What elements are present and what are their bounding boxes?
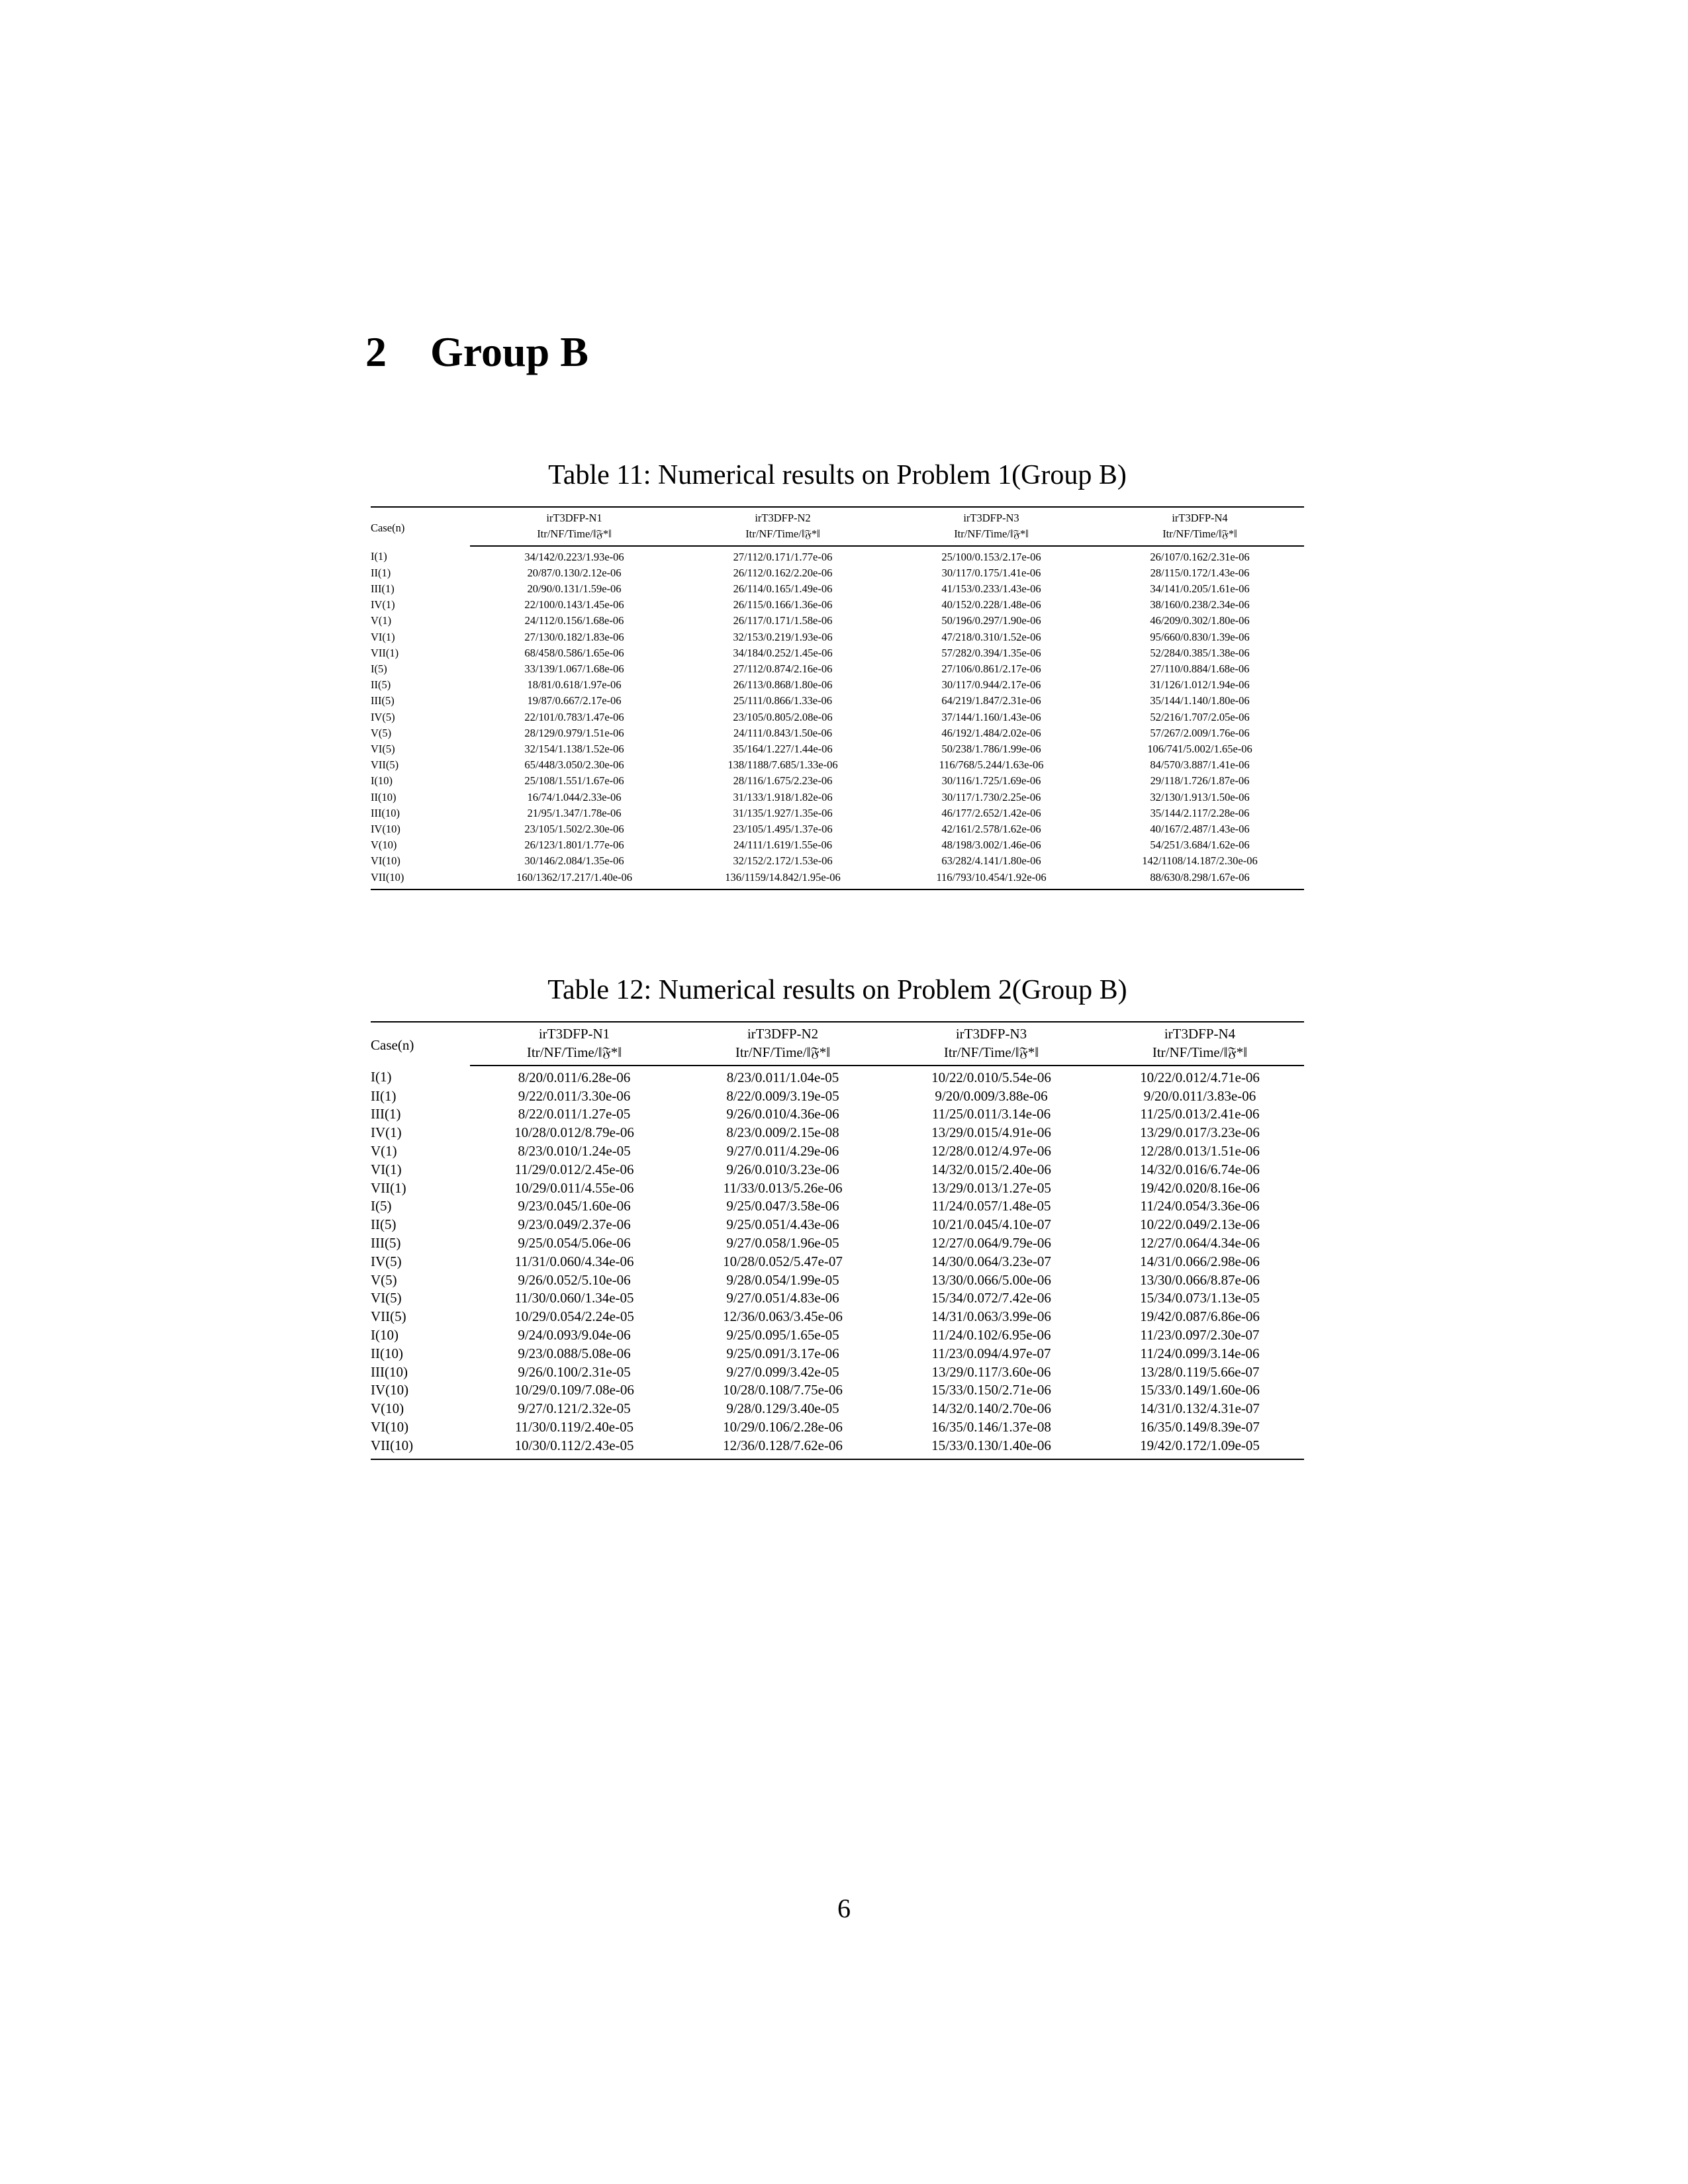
result-cell: 35/164/1.227/1.44e-06 — [733, 743, 833, 756]
result-cell: 13/30/0.066/8.87e-06 — [1140, 1271, 1260, 1288]
result-cell: 34/142/0.223/1.93e-06 — [524, 550, 624, 563]
table-row — [371, 1124, 1304, 1142]
result-cell: 9/28/0.054/1.99e-05 — [726, 1271, 839, 1288]
table-row — [371, 1271, 1304, 1290]
table-row — [371, 709, 1304, 725]
table-row — [371, 805, 1304, 821]
case-cell: IV(1) — [371, 598, 395, 612]
case-cell: VII(10) — [371, 1437, 470, 1459]
result-cell: 48/198/3.002/1.46e-06 — [941, 839, 1041, 852]
result-cell: 10/30/0.112/2.43e-05 — [470, 1437, 679, 1459]
table-row — [371, 1253, 1304, 1271]
result-cell: 15/33/0.130/1.40e-06 — [887, 1437, 1096, 1459]
result-cell: 11/30/0.060/1.34e-05 — [514, 1290, 634, 1306]
result-cell: 9/25/0.095/1.65e-05 — [726, 1326, 839, 1343]
case-cell: I(5) — [371, 1198, 392, 1214]
case-cell: VII(5) — [371, 758, 399, 772]
result-cell: 23/105/1.502/2.30e-06 — [524, 823, 624, 836]
case-cell: I(10) — [371, 1326, 399, 1343]
case-cell: VII(1) — [371, 646, 399, 659]
table-row — [371, 1234, 1304, 1253]
case-cell: IV(1) — [371, 1124, 402, 1141]
result-cell: 9/24/0.093/9.04e-06 — [518, 1326, 631, 1343]
result-cell: 9/25/0.054/5.06e-06 — [518, 1234, 631, 1251]
result-cell: 14/30/0.064/3.23e-07 — [931, 1253, 1051, 1269]
result-cell: 14/32/0.140/2.70e-06 — [931, 1400, 1051, 1417]
case-header: Case(n) — [371, 1022, 470, 1066]
result-cell: 9/23/0.045/1.60e-06 — [518, 1198, 631, 1214]
case-cell: III(5) — [371, 1234, 401, 1251]
result-cell: 13/29/0.117/3.60e-06 — [931, 1363, 1051, 1380]
table-row — [371, 837, 1304, 853]
result-cell: 30/117/1.730/2.25e-06 — [941, 790, 1041, 803]
case-cell: VII(1) — [371, 1179, 406, 1196]
method-header: irT3DFP-N1 — [470, 507, 679, 526]
result-cell: 34/141/0.205/1.61e-06 — [1150, 582, 1250, 595]
result-cell: 9/26/0.100/2.31e-05 — [518, 1363, 631, 1380]
table-row — [371, 1197, 1304, 1216]
result-cell: 24/112/0.156/1.68e-06 — [524, 614, 624, 627]
result-cell: 57/282/0.394/1.35e-06 — [941, 646, 1041, 659]
result-cell: 30/117/0.175/1.41e-06 — [941, 566, 1041, 579]
metric-subheader: Itr/NF/Time/‖𝔉*‖ — [679, 526, 887, 545]
result-cell: 41/153/0.233/1.43e-06 — [941, 582, 1041, 595]
result-cell: 57/267/2.009/1.76e-06 — [1150, 726, 1250, 739]
table-row — [371, 597, 1304, 613]
result-cell: 9/25/0.051/4.43e-06 — [726, 1216, 839, 1233]
result-cell: 136/1159/14.842/1.95e-06 — [679, 870, 887, 889]
result-cell: 12/27/0.064/4.34e-06 — [1140, 1234, 1260, 1251]
case-cell: VII(10) — [371, 870, 470, 889]
result-cell: 16/35/0.149/8.39e-07 — [1140, 1418, 1260, 1435]
result-cell: 8/20/0.011/6.28e-06 — [518, 1069, 631, 1085]
result-cell: 95/660/0.830/1.39e-06 — [1150, 630, 1250, 643]
case-cell: II(5) — [371, 1216, 397, 1233]
table-caption: Table 12: Numerical results on Problem 2(Group B) — [547, 975, 1127, 1005]
result-cell: 40/152/0.228/1.48e-06 — [941, 598, 1041, 612]
result-cell: 32/154/1.138/1.52e-06 — [524, 743, 624, 756]
section-heading — [365, 328, 588, 375]
table-row — [371, 757, 1304, 773]
result-cell: 12/36/0.063/3.45e-06 — [723, 1308, 843, 1325]
result-cell: 18/81/0.618/1.97e-06 — [527, 678, 622, 692]
case-cell: III(10) — [371, 806, 400, 819]
result-cell: 84/570/3.887/1.41e-06 — [1150, 758, 1250, 772]
result-cell: 11/24/0.057/1.48e-05 — [931, 1198, 1051, 1214]
result-cell: 9/22/0.011/3.30e-06 — [518, 1087, 631, 1104]
result-cell: 19/87/0.667/2.17e-06 — [527, 694, 622, 707]
case-cell: V(10) — [371, 1400, 404, 1417]
result-cell: 35/144/2.117/2.28e-06 — [1150, 806, 1250, 819]
case-cell: VI(1) — [371, 630, 395, 643]
result-cell: 64/219/1.847/2.31e-06 — [941, 694, 1041, 707]
result-cell: 11/29/0.012/2.45e-06 — [514, 1161, 634, 1177]
result-cell: 30/146/2.084/1.35e-06 — [524, 854, 624, 868]
case-cell: VI(5) — [371, 743, 395, 756]
result-cell: 10/29/0.011/4.55e-06 — [514, 1179, 634, 1196]
table-row — [371, 1142, 1304, 1161]
table-12 — [371, 975, 1304, 1460]
result-cell: 11/23/0.094/4.97e-07 — [931, 1345, 1051, 1361]
result-cell: 27/106/0.861/2.17e-06 — [941, 662, 1041, 676]
method-header: irT3DFP-N4 — [1096, 507, 1304, 526]
table-caption: Table 11: Numerical results on Problem 1(Group B) — [548, 460, 1127, 490]
result-cell: 31/135/1.927/1.35e-06 — [733, 806, 833, 819]
result-cell: 21/95/1.347/1.78e-06 — [527, 806, 622, 819]
results-table — [371, 1021, 1304, 1459]
result-cell: 10/22/0.010/5.54e-06 — [931, 1069, 1051, 1085]
result-cell: 28/115/0.172/1.43e-06 — [1150, 566, 1250, 579]
result-cell: 31/133/1.918/1.82e-06 — [733, 790, 833, 803]
result-cell: 116/793/10.454/1.92e-06 — [887, 870, 1096, 889]
result-cell: 9/26/0.010/3.23e-06 — [726, 1161, 839, 1177]
method-header: irT3DFP-N1 — [470, 1022, 679, 1044]
table-row — [371, 1105, 1304, 1124]
result-cell: 12/28/0.013/1.51e-06 — [1140, 1142, 1260, 1159]
table-row — [371, 1087, 1304, 1106]
result-cell: 16/35/0.146/1.37e-08 — [931, 1418, 1051, 1435]
metric-subheader: Itr/NF/Time/‖𝔉*‖ — [470, 1044, 679, 1066]
result-cell: 9/27/0.051/4.83e-06 — [726, 1290, 839, 1306]
result-cell: 10/28/0.012/8.79e-06 — [514, 1124, 634, 1141]
table-row — [371, 870, 1304, 889]
result-cell: 25/111/0.866/1.33e-06 — [733, 694, 833, 707]
result-cell: 11/25/0.013/2.41e-06 — [1140, 1106, 1260, 1122]
result-cell: 52/216/1.707/2.05e-06 — [1150, 710, 1250, 723]
result-cell: 19/42/0.087/6.86e-06 — [1140, 1308, 1260, 1325]
table-row — [371, 1363, 1304, 1382]
table-row — [371, 1179, 1304, 1198]
case-cell: VI(10) — [371, 1418, 409, 1435]
table-row — [371, 741, 1304, 757]
metric-subheader: Itr/NF/Time/‖𝔉*‖ — [887, 1044, 1096, 1066]
result-cell: 9/20/0.009/3.88e-06 — [935, 1087, 1048, 1104]
result-cell: 30/116/1.725/1.69e-06 — [941, 774, 1041, 788]
case-cell: I(5) — [371, 662, 387, 676]
result-cell: 8/23/0.010/1.24e-05 — [518, 1142, 631, 1159]
metric-subheader: Itr/NF/Time/‖𝔉*‖ — [470, 526, 679, 545]
case-cell: I(10) — [371, 774, 393, 788]
result-cell: 14/32/0.016/6.74e-06 — [1140, 1161, 1260, 1177]
result-cell: 28/116/1.675/2.23e-06 — [733, 774, 833, 788]
metric-subheader: Itr/NF/Time/‖𝔉*‖ — [679, 1044, 887, 1066]
case-cell: II(10) — [371, 1345, 403, 1361]
result-cell: 27/112/0.171/1.77e-06 — [733, 550, 833, 563]
table-row — [371, 1345, 1304, 1363]
result-cell: 46/209/0.302/1.80e-06 — [1150, 614, 1250, 627]
result-cell: 142/1108/14.187/2.30e-06 — [1142, 854, 1258, 868]
case-cell: II(1) — [371, 566, 391, 579]
result-cell: 9/25/0.091/3.17e-06 — [726, 1345, 839, 1361]
table-row — [371, 1418, 1304, 1437]
result-cell: 11/25/0.011/3.14e-06 — [931, 1106, 1051, 1122]
result-cell: 54/251/3.684/1.62e-06 — [1150, 839, 1250, 852]
method-header: irT3DFP-N2 — [679, 1022, 887, 1044]
result-cell: 32/153/0.219/1.93e-06 — [733, 630, 833, 643]
result-cell: 26/112/0.162/2.20e-06 — [733, 566, 833, 579]
case-cell: VII(5) — [371, 1308, 406, 1325]
table-row — [371, 1400, 1304, 1418]
case-cell: III(5) — [371, 694, 395, 707]
result-cell: 10/29/0.054/2.24e-05 — [514, 1308, 634, 1325]
result-cell: 8/23/0.009/2.15e-08 — [726, 1124, 839, 1141]
table-row — [371, 1326, 1304, 1345]
result-cell: 11/31/0.060/4.34e-06 — [514, 1253, 634, 1269]
result-cell: 9/20/0.011/3.83e-06 — [1143, 1087, 1256, 1104]
result-cell: 8/22/0.009/3.19e-05 — [726, 1087, 839, 1104]
result-cell: 26/107/0.162/2.31e-06 — [1150, 550, 1250, 563]
result-cell: 9/23/0.049/2.37e-06 — [518, 1216, 631, 1233]
result-cell: 23/105/0.805/2.08e-06 — [733, 710, 833, 723]
case-cell: III(1) — [371, 1106, 401, 1122]
result-cell: 13/29/0.015/4.91e-06 — [931, 1124, 1051, 1141]
result-cell: 22/100/0.143/1.45e-06 — [524, 598, 624, 612]
result-cell: 14/32/0.015/2.40e-06 — [931, 1161, 1051, 1177]
result-cell: 9/25/0.047/3.58e-06 — [726, 1198, 839, 1214]
result-cell: 10/22/0.049/2.13e-06 — [1140, 1216, 1260, 1233]
table-row — [371, 1308, 1304, 1326]
result-cell: 11/30/0.119/2.40e-05 — [514, 1418, 634, 1435]
case-cell: VI(5) — [371, 1290, 402, 1306]
result-cell: 13/29/0.017/3.23e-06 — [1140, 1124, 1260, 1141]
page-number: 6 — [837, 1893, 851, 1923]
result-cell: 160/1362/17.217/1.40e-06 — [470, 870, 679, 889]
result-cell: 15/33/0.149/1.60e-06 — [1140, 1382, 1260, 1398]
result-cell: 138/1188/7.685/1.33e-06 — [727, 758, 838, 772]
result-cell: 50/238/1.786/1.99e-06 — [941, 743, 1041, 756]
result-cell: 9/27/0.058/1.96e-05 — [726, 1234, 839, 1251]
result-cell: 34/184/0.252/1.45e-06 — [733, 646, 833, 659]
table-row — [371, 693, 1304, 709]
case-cell: V(10) — [371, 839, 397, 852]
table-row — [371, 629, 1304, 645]
case-cell: I(1) — [371, 1069, 392, 1085]
result-cell: 9/23/0.088/5.08e-06 — [518, 1345, 631, 1361]
result-cell: 11/23/0.097/2.30e-07 — [1140, 1326, 1260, 1343]
result-cell: 50/196/0.297/1.90e-06 — [941, 614, 1041, 627]
result-cell: 15/34/0.073/1.13e-05 — [1140, 1290, 1260, 1306]
case-header: Case(n) — [371, 507, 470, 545]
result-cell: 88/630/8.298/1.67e-06 — [1096, 870, 1304, 889]
result-cell: 15/33/0.150/2.71e-06 — [931, 1382, 1051, 1398]
result-cell: 25/100/0.153/2.17e-06 — [941, 550, 1041, 563]
result-cell: 14/31/0.063/3.99e-06 — [931, 1308, 1051, 1325]
result-cell: 26/115/0.166/1.36e-06 — [733, 598, 833, 612]
section-number: 2 — [365, 328, 387, 375]
metric-subheader: Itr/NF/Time/‖𝔉*‖ — [1096, 526, 1304, 545]
case-cell: V(1) — [371, 1142, 397, 1159]
result-cell: 9/27/0.099/3.42e-05 — [726, 1363, 839, 1380]
result-cell: 37/144/1.160/1.43e-06 — [941, 710, 1041, 723]
case-cell: I(1) — [371, 550, 387, 563]
method-header: irT3DFP-N2 — [679, 507, 887, 526]
result-cell: 12/27/0.064/9.79e-06 — [931, 1234, 1051, 1251]
result-cell: 28/129/0.979/1.51e-06 — [524, 726, 624, 739]
result-cell: 15/34/0.072/7.42e-06 — [931, 1290, 1051, 1306]
result-cell: 10/22/0.012/4.71e-06 — [1140, 1069, 1260, 1085]
table-row — [371, 853, 1304, 869]
result-cell: 10/21/0.045/4.10e-07 — [931, 1216, 1051, 1233]
table-row — [371, 1161, 1304, 1179]
table-row — [371, 1381, 1304, 1400]
method-header: irT3DFP-N3 — [887, 1022, 1096, 1044]
result-cell: 35/144/1.140/1.80e-06 — [1150, 694, 1250, 707]
table-row — [371, 546, 1304, 565]
result-cell: 13/28/0.119/5.66e-07 — [1140, 1363, 1260, 1380]
result-cell: 22/101/0.783/1.47e-06 — [524, 710, 624, 723]
case-cell: V(5) — [371, 1271, 397, 1288]
case-cell: II(1) — [371, 1087, 397, 1104]
result-cell: 10/29/0.106/2.28e-06 — [723, 1418, 843, 1435]
case-cell: V(5) — [371, 726, 392, 739]
metric-subheader: Itr/NF/Time/‖𝔉*‖ — [887, 526, 1096, 545]
result-cell: 19/42/0.172/1.09e-05 — [1096, 1437, 1304, 1459]
result-cell: 14/31/0.066/2.98e-06 — [1140, 1253, 1260, 1269]
result-cell: 26/114/0.165/1.49e-06 — [733, 582, 833, 595]
case-cell: IV(10) — [371, 1382, 409, 1398]
result-cell: 42/161/2.578/1.62e-06 — [941, 823, 1041, 836]
result-cell: 30/117/0.944/2.17e-06 — [941, 678, 1041, 692]
case-cell: VI(10) — [371, 854, 400, 868]
result-cell: 46/177/2.652/1.42e-06 — [941, 806, 1041, 819]
table-row — [371, 565, 1304, 581]
table-row — [371, 773, 1304, 789]
result-cell: 9/27/0.121/2.32e-05 — [518, 1400, 631, 1417]
result-cell: 40/167/2.487/1.43e-06 — [1150, 823, 1250, 836]
table-11 — [371, 460, 1304, 890]
result-cell: 13/29/0.013/1.27e-05 — [931, 1179, 1051, 1196]
table-row — [371, 1216, 1304, 1234]
result-cell: 24/111/0.843/1.50e-06 — [733, 726, 833, 739]
table-row — [371, 613, 1304, 629]
result-cell: 16/74/1.044/2.33e-06 — [527, 790, 622, 803]
section-title: Group B — [430, 328, 588, 375]
case-cell: II(5) — [371, 678, 391, 692]
result-cell: 27/112/0.874/2.16e-06 — [733, 662, 833, 676]
result-cell: 11/24/0.054/3.36e-06 — [1140, 1198, 1260, 1214]
result-cell: 32/130/1.913/1.50e-06 — [1150, 790, 1250, 803]
case-cell: III(10) — [371, 1363, 408, 1380]
result-cell: 26/123/1.801/1.77e-06 — [524, 839, 624, 852]
result-cell: 20/87/0.130/2.12e-06 — [527, 566, 622, 579]
case-cell: II(10) — [371, 790, 397, 803]
result-cell: 26/113/0.868/1.80e-06 — [733, 678, 833, 692]
result-cell: 12/36/0.128/7.62e-06 — [679, 1437, 887, 1459]
table-row — [371, 581, 1304, 597]
result-cell: 9/26/0.052/5.10e-06 — [518, 1271, 631, 1288]
result-cell: 25/108/1.551/1.67e-06 — [524, 774, 624, 788]
result-cell: 23/105/1.495/1.37e-06 — [733, 823, 833, 836]
result-cell: 46/192/1.484/2.02e-06 — [941, 726, 1041, 739]
table-row — [371, 725, 1304, 741]
result-cell: 9/27/0.011/4.29e-06 — [726, 1142, 839, 1159]
result-cell: 68/458/0.586/1.65e-06 — [524, 646, 624, 659]
result-cell: 10/28/0.108/7.75e-06 — [723, 1382, 843, 1398]
result-cell: 10/28/0.052/5.47e-07 — [723, 1253, 843, 1269]
result-cell: 29/118/1.726/1.87e-06 — [1150, 774, 1250, 788]
case-cell: V(1) — [371, 614, 392, 627]
result-cell: 11/24/0.102/6.95e-06 — [931, 1326, 1051, 1343]
table-row — [371, 1437, 1304, 1459]
result-cell: 24/111/1.619/1.55e-06 — [733, 839, 833, 852]
result-cell: 10/29/0.109/7.08e-06 — [514, 1382, 634, 1398]
result-cell: 65/448/3.050/2.30e-06 — [524, 758, 624, 772]
result-cell: 14/31/0.132/4.31e-07 — [1140, 1400, 1260, 1417]
result-cell: 12/28/0.012/4.97e-06 — [931, 1142, 1051, 1159]
case-cell: IV(5) — [371, 1253, 402, 1269]
case-cell: IV(5) — [371, 710, 395, 723]
results-table — [371, 506, 1304, 890]
table-row — [371, 821, 1304, 837]
result-cell: 11/24/0.099/3.14e-06 — [1140, 1345, 1260, 1361]
case-cell: III(1) — [371, 582, 395, 595]
table-body — [371, 546, 1304, 889]
table-row — [371, 677, 1304, 693]
result-cell: 38/160/0.238/2.34e-06 — [1150, 598, 1250, 612]
method-header: irT3DFP-N4 — [1096, 1022, 1304, 1044]
result-cell: 63/282/4.141/1.80e-06 — [941, 854, 1041, 868]
result-cell: 27/130/0.182/1.83e-06 — [524, 630, 624, 643]
result-cell: 9/28/0.129/3.40e-05 — [726, 1400, 839, 1417]
table-body — [371, 1066, 1304, 1459]
table-row — [371, 790, 1304, 805]
result-cell: 33/139/1.067/1.68e-06 — [524, 662, 624, 676]
table-row — [371, 645, 1304, 661]
table-row — [371, 1066, 1304, 1087]
case-cell: VI(1) — [371, 1161, 402, 1177]
method-header: irT3DFP-N3 — [887, 507, 1096, 526]
table-row — [371, 661, 1304, 677]
result-cell: 19/42/0.020/8.16e-06 — [1140, 1179, 1260, 1196]
case-cell: IV(10) — [371, 823, 400, 836]
result-cell: 106/741/5.002/1.65e-06 — [1147, 743, 1252, 756]
result-cell: 13/30/0.066/5.00e-06 — [931, 1271, 1051, 1288]
result-cell: 11/33/0.013/5.26e-06 — [723, 1179, 843, 1196]
result-cell: 8/23/0.011/1.04e-05 — [726, 1069, 839, 1085]
result-cell: 52/284/0.385/1.38e-06 — [1150, 646, 1250, 659]
result-cell: 47/218/0.310/1.52e-06 — [941, 630, 1041, 643]
result-cell: 26/117/0.171/1.58e-06 — [733, 614, 833, 627]
metric-subheader: Itr/NF/Time/‖𝔉*‖ — [1096, 1044, 1304, 1066]
result-cell: 27/110/0.884/1.68e-06 — [1150, 662, 1250, 676]
table-row — [371, 1289, 1304, 1308]
result-cell: 20/90/0.131/1.59e-06 — [527, 582, 622, 595]
result-cell: 116/768/5.244/1.63e-06 — [939, 758, 1044, 772]
result-cell: 31/126/1.012/1.94e-06 — [1150, 678, 1250, 692]
result-cell: 9/26/0.010/4.36e-06 — [726, 1106, 839, 1122]
result-cell: 32/152/2.172/1.53e-06 — [733, 854, 833, 868]
result-cell: 8/22/0.011/1.27e-05 — [518, 1106, 631, 1122]
